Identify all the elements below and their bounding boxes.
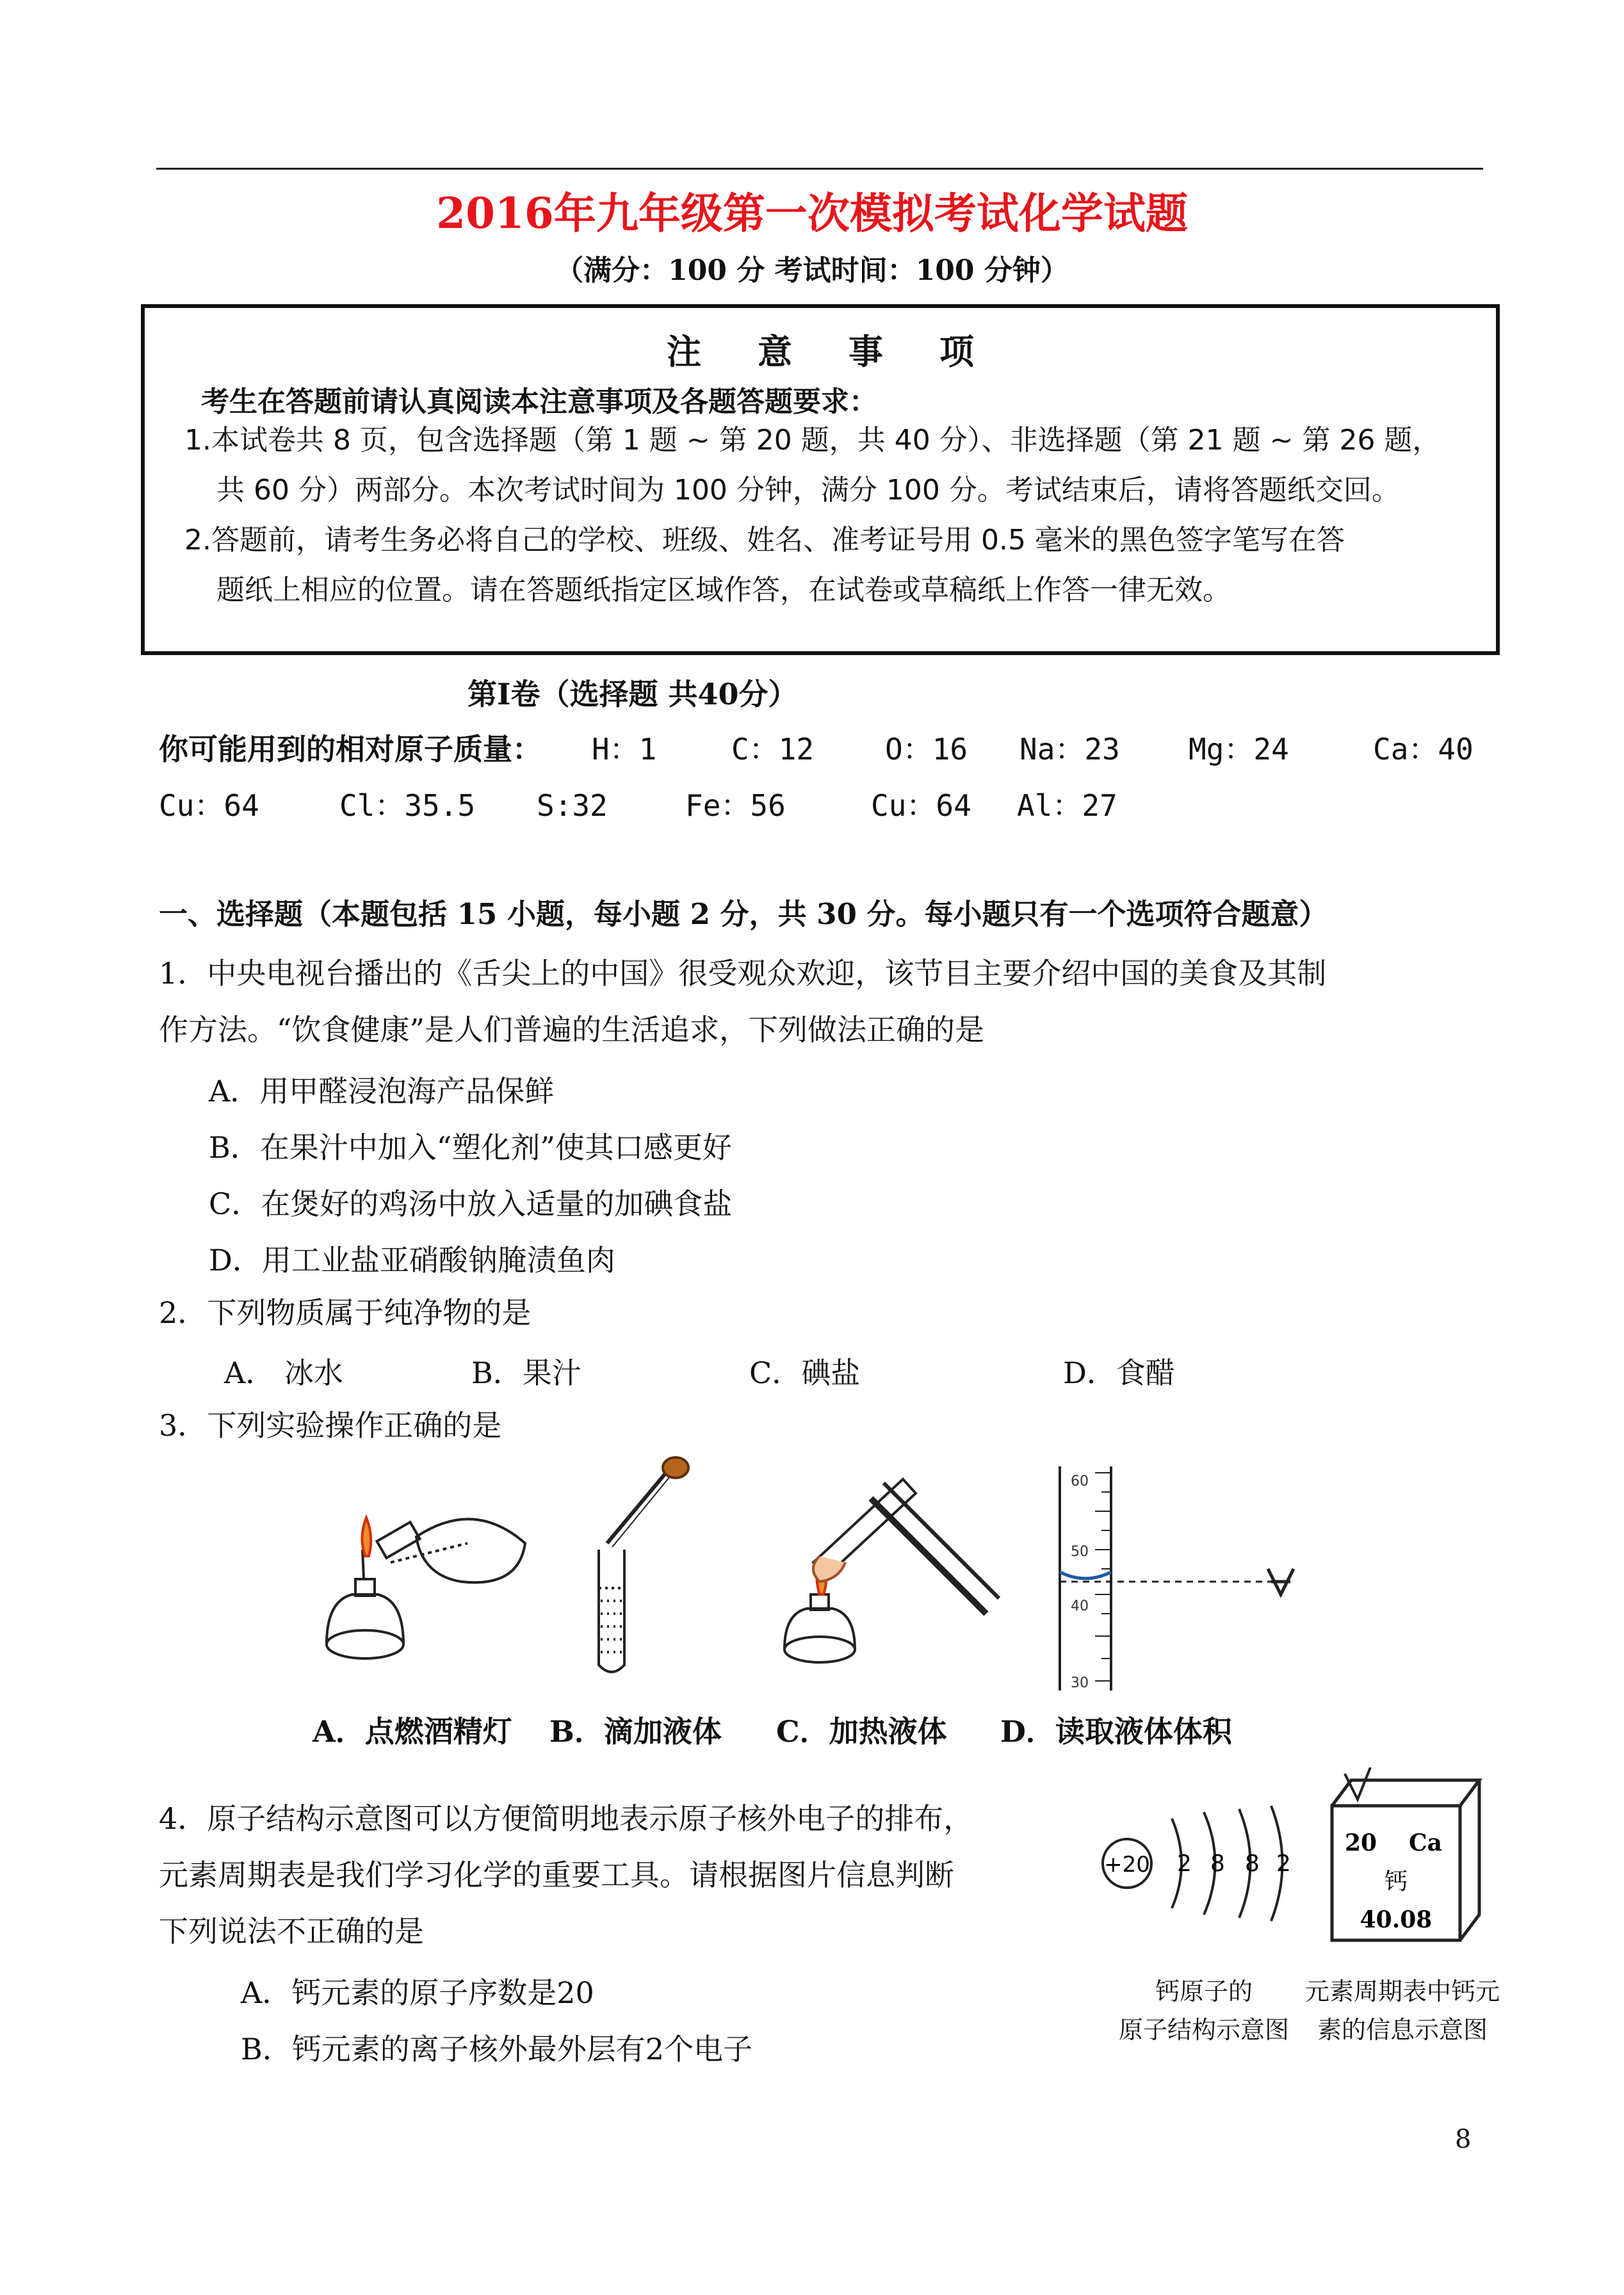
- q4-stem-line-1: 4．原子结构示意图可以方便简明地表示原子核外电子的排布，: [159, 1801, 973, 1836]
- q4-option-a: A．钙元素的原子序数是20: [241, 1975, 594, 2010]
- mass-cu-2: Cu：64: [871, 788, 971, 823]
- q3-apparatus-figure: [307, 1454, 1306, 1697]
- calcium-atom-diagram: [1076, 1767, 1486, 1953]
- dropper-test-tube-icon: [599, 1457, 688, 1672]
- graduated-cylinder-icon: [1060, 1466, 1294, 1691]
- pointer-check-icon: [1345, 1767, 1370, 1799]
- mass-s: S:32: [537, 788, 608, 823]
- mass-c: C：12: [731, 732, 815, 766]
- alcohol-lamp-lighting-icon: [327, 1518, 525, 1658]
- q2-option-a: A． 冰水: [224, 1356, 343, 1390]
- shell-4-electrons: 2: [1276, 1851, 1291, 1877]
- shell-3-electrons: 8: [1245, 1851, 1260, 1877]
- q1-option-d: D．用工业盐亚硝酸钠腌渍鱼肉: [209, 1243, 615, 1277]
- q3-caption-a: A．点燃酒精灯: [313, 1714, 512, 1749]
- section-1-heading: 一、选择题（本题包括 15 小题，每小题 2 分，共 30 分。每小题只有一个选项符合题意）: [159, 897, 1328, 931]
- q1-option-a: A．用甲醛浸泡海产品保鲜: [209, 1074, 555, 1108]
- q3-stem: 3．下列实验操作正确的是: [159, 1408, 502, 1443]
- header-rule: [156, 168, 1483, 170]
- q2-option-b: B．果汁: [471, 1356, 581, 1390]
- page-number: 8: [1455, 2125, 1472, 2154]
- element-mass: 40.08: [1360, 1906, 1433, 1933]
- q4-option-b: B．钙元素的离子核外最外层有2个电子: [241, 2032, 753, 2066]
- part-1-heading: 第Ⅰ卷（选择题 共40分）: [467, 677, 798, 711]
- notice-item-2-line-2: 题纸上相应的位置。请在答题纸指定区域作答，在试卷或草稿纸上作答一律无效。: [216, 574, 1231, 606]
- mass-o: O：16: [885, 732, 968, 766]
- q3-caption-d: D．读取液体体积: [1000, 1714, 1232, 1749]
- atomic-mass-label: 你可能用到的相对原子质量：: [159, 732, 542, 766]
- heating-liquid-icon: [784, 1479, 999, 1662]
- mass-cl: Cl：35.5: [339, 788, 476, 823]
- mass-ca: Ca：40: [1373, 732, 1474, 766]
- q2-option-c: C．碘盐: [749, 1356, 861, 1390]
- notice-box: [141, 304, 1500, 655]
- notice-intro: 考生在答题前请认真阅读本注意事项及各题答题要求：: [201, 385, 877, 418]
- mass-h: H：1: [592, 732, 657, 766]
- q1-stem-line-1: 1．中央电视台播出的《舌尖上的中国》很受观众欢迎，该节目主要介绍中国的美食及其制: [159, 956, 1327, 991]
- notice-heading: 注 意 事 项: [667, 331, 974, 372]
- notice-item-1-line-1: 1.本试卷共 8 页，包含选择题（第 1 题 ~ 第 20 题，共 40 分）、非选择题（第 21 题 ~ 第 26 题，: [184, 424, 1441, 457]
- q4-stem-line-3: 下列说法不正确的是: [159, 1914, 424, 1949]
- q2-option-d: D．食醋: [1063, 1356, 1175, 1390]
- shell-2-electrons: 8: [1210, 1851, 1225, 1877]
- element-diagram-caption: 元素周期表中钙元 素的信息示意图: [1304, 1977, 1500, 2044]
- cylinder-tick-60: 60: [1071, 1473, 1089, 1489]
- element-symbol: Ca: [1409, 1829, 1442, 1856]
- nucleus-charge: +20: [1104, 1852, 1150, 1877]
- q1-option-c: C．在煲好的鸡汤中放入适量的加碘食盐: [209, 1187, 733, 1221]
- notice-item-1-line-2: 共 60 分）两部分。本次考试时间为 100 分钟，满分 100 分。考试结束后，请将答题纸交回。: [216, 474, 1400, 507]
- atom-diagram-caption: 钙原子的 原子结构示意图: [1118, 1977, 1289, 2044]
- cylinder-tick-50: 50: [1071, 1544, 1089, 1560]
- mass-cu: Cu：64: [159, 788, 259, 823]
- mass-al: Al：27: [1017, 788, 1117, 823]
- cylinder-tick-40: 40: [1071, 1598, 1089, 1614]
- mass-fe: Fe：56: [685, 788, 786, 823]
- q2-stem: 2．下列物质属于纯净物的是: [159, 1295, 532, 1330]
- notice-item-2-line-1: 2.答题前，请考生务必将自己的学校、班级、姓名、准考证号用 0.5 毫米的黑色签字笔写在答: [184, 524, 1345, 556]
- exam-subtitle: （满分：100 分 考试时间：100 分钟）: [555, 254, 1069, 287]
- q3-caption-c: C．加热液体: [776, 1714, 947, 1749]
- mass-na: Na：23: [1019, 732, 1120, 766]
- mass-mg: Mg：24: [1189, 732, 1289, 766]
- cylinder-tick-30: 30: [1071, 1675, 1089, 1691]
- element-name: 钙: [1384, 1869, 1408, 1895]
- q4-stem-line-2: 元素周期表是我们学习化学的重要工具。请根据图片信息判断: [159, 1858, 954, 1892]
- element-atomic-number: 20: [1345, 1829, 1377, 1856]
- exam-title: 2016年九年级第一次模拟考试化学试题: [436, 188, 1188, 238]
- q3-caption-b: B．滴加液体: [549, 1714, 722, 1749]
- q1-option-b: B．在果汁中加入“塑化剂”使其口感更好: [209, 1130, 732, 1165]
- q1-stem-line-2: 作方法。“饮食健康”是人们普遍的生活追求，下列做法正确的是: [159, 1012, 985, 1047]
- shell-1-electrons: 2: [1177, 1851, 1192, 1877]
